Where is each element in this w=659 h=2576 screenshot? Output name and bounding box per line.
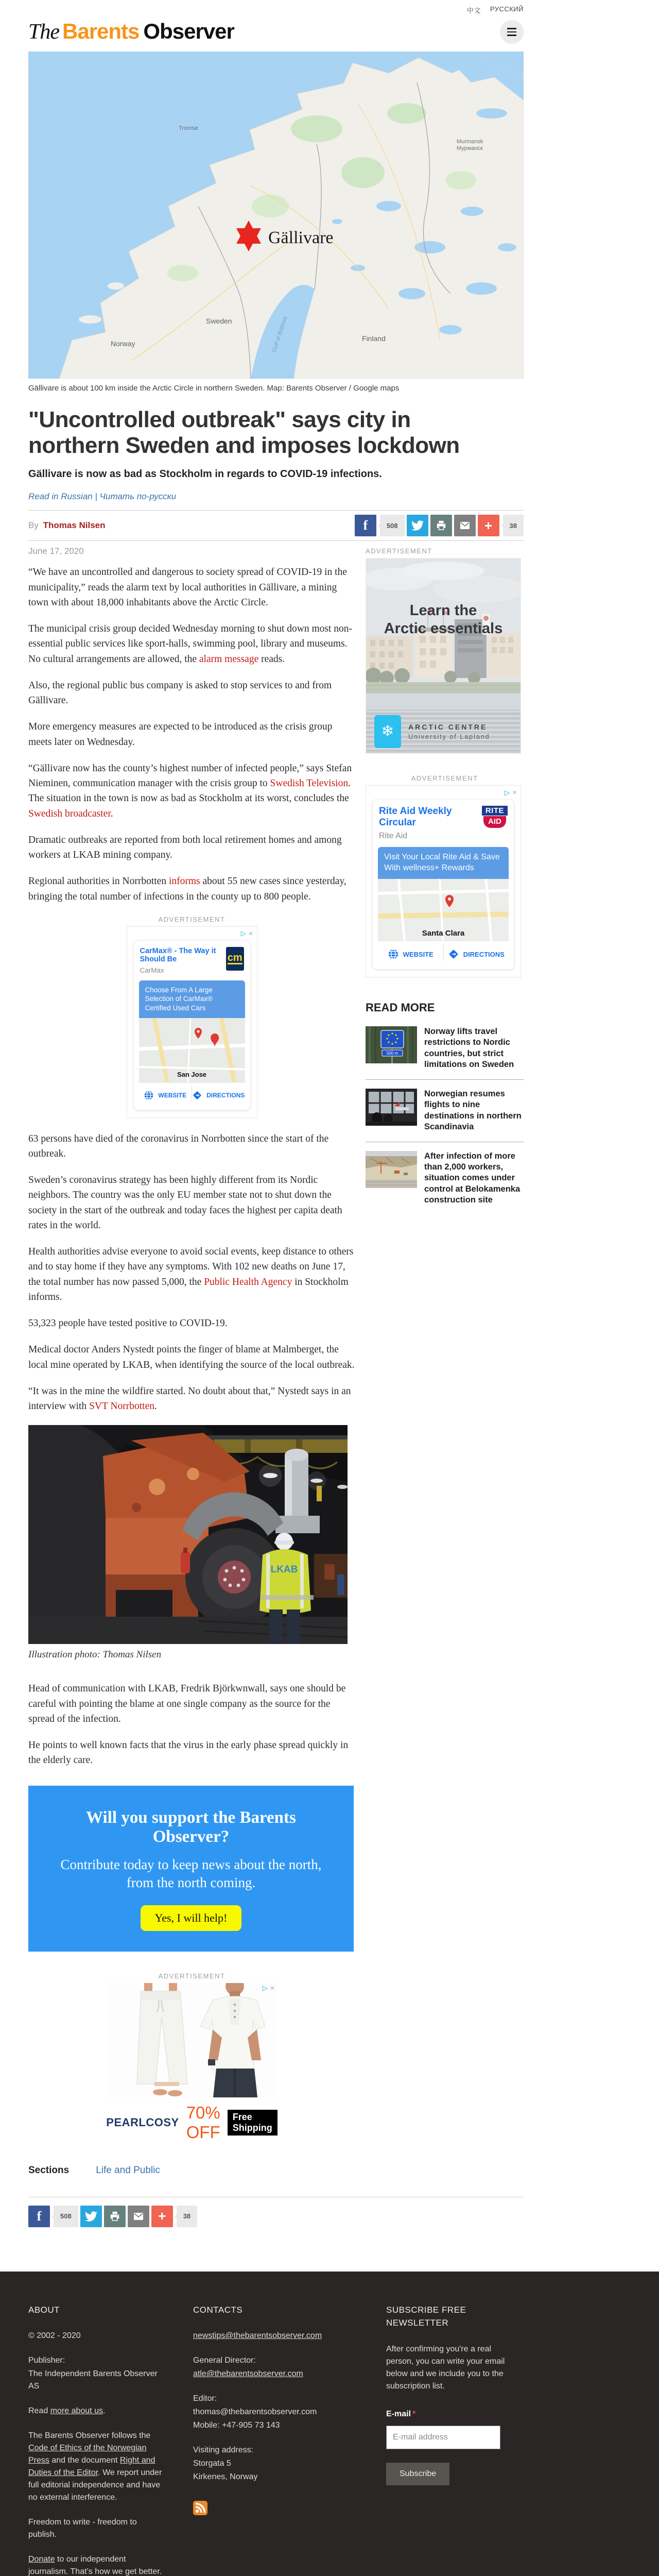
article-paragraph: Head of communication with LKAB, Fredrik Björkwnwall, says one should be careful with pointing the blame at one single company as the source for the spread of the infection. <box>28 1683 346 1724</box>
inline-link[interactable]: Public Health Agency <box>204 1276 292 1287</box>
printer-icon <box>436 520 447 531</box>
riteaid-ad-title[interactable]: Rite Aid Weekly Circular <box>379 806 452 828</box>
twitter-icon <box>85 2210 97 2223</box>
article-paragraph: Also, the regional public bus company is asked to stop services to and from Gällivare. <box>28 680 332 706</box>
envelope-icon <box>459 519 471 532</box>
site-footer <box>0 2272 659 2576</box>
inline-link[interactable]: Swedish Television <box>270 778 349 789</box>
article-paragraph: The municipal crisis group decided Wednesday morning to shut down most non-essential public services like sport-halls, swimming pool, library and museums. No cultural arrangements are allowed, the alarm message reads. <box>28 623 353 665</box>
carmax-advertiser: CarMax <box>140 966 164 974</box>
svg-text:500 m: 500 m <box>386 1051 398 1056</box>
riteaid-directions-button[interactable]: DIRECTIONS <box>444 941 509 963</box>
read-more-title: Norway lifts travel restrictions to Nordic countries, but strict limitations on Sweden <box>424 1027 514 1070</box>
advertisement-label: ADVERTISEMENT <box>158 1972 226 1980</box>
address-line1: Storgata 5 <box>193 2459 231 2468</box>
riteaid-advertiser: Rite Aid <box>379 832 408 841</box>
carmax-buttons <box>139 1082 245 1104</box>
rss-icon <box>193 2501 207 2515</box>
map-label-norway: Norway <box>111 340 135 348</box>
print-button[interactable] <box>430 515 452 536</box>
general-director-label: General Director: <box>193 2356 256 2365</box>
footer-donate: Donate to our independent journalism. That’s how we get better. <box>28 2555 162 2576</box>
read-more-thumb-construction <box>366 1151 417 1188</box>
arctic-ad-headline: Learn the Arctic essentials <box>384 602 503 637</box>
facebook-share-count: 508 <box>54 2206 78 2227</box>
article-paragraph: Sweden’s coronavirus strategy has been highly different from its Nordic neighbors. The country was the only EU member state not to shut down the society in the start of the outbreak and today faces the highest per capita death rates in the world. <box>28 1175 342 1231</box>
facebook-share-button[interactable] <box>28 2206 50 2227</box>
article-paragraphs-3 <box>28 1681 355 1768</box>
site-header <box>28 16 524 44</box>
article-paragraph: 53,323 people have tested positive to COVID-19. <box>28 1318 228 1329</box>
footer-contacts-column <box>193 2303 332 2576</box>
support-button[interactable]: Yes, I will help! <box>141 1905 242 1931</box>
plus-icon: + <box>158 2208 166 2224</box>
sections-label: Sections <box>28 2164 70 2176</box>
pearlcosy-ad-image <box>107 1983 277 2097</box>
read-more-thumb-eu-sign <box>366 1026 417 1063</box>
article-paragraph: Health authorities advise everyone to avoid social events, keep distance to others and to stay home if they have any symptoms. With 102 new deaths on June 17, the total number has now passed 5,000, the Public Health Agency in Stockholm informs. <box>28 1246 354 1302</box>
ad-close-icon[interactable]: × <box>248 929 253 938</box>
carmax-ad[interactable] <box>127 926 257 1118</box>
map-image <box>28 52 524 379</box>
footer-freedom: Freedom to write - freedom to publish. <box>28 2518 137 2539</box>
carmax-map[interactable] <box>139 1018 245 1082</box>
article-paragraph: “We have an uncontrolled and dangerous to society spread of COVID-19 in the municipality,” reads the alarm text by local authorities in Gällivare, a mining town with about 18,000 inhabitants above the Arctic Circle. <box>28 567 347 608</box>
read-more-heading: READ MORE <box>366 1001 435 1014</box>
map-label-tromso: Tromsø <box>179 125 198 131</box>
print-button[interactable] <box>104 2206 126 2227</box>
email-input[interactable] <box>386 2426 500 2449</box>
carmax-ad-title[interactable]: CarMax® - The Way it Should Be <box>140 946 216 963</box>
more-share-count: 38 <box>503 515 524 536</box>
inline-link[interactable]: SVT Norrbotten <box>89 1401 154 1412</box>
article-paragraph: Medical doctor Anders Nystedt points the finger of blame at Malmberget, the local mine operated by LKAB, when identifying the source of the local outbreak. <box>28 1344 355 1370</box>
support-text: Contribute today to keep news about the north, from the north coming. <box>60 1856 322 1890</box>
email-share-button[interactable] <box>454 515 476 536</box>
section-link-life-and-public[interactable]: Life and Public <box>96 2164 160 2176</box>
author-link[interactable]: Thomas Nilsen <box>43 520 106 531</box>
svg-text:Gällivare: Gällivare <box>268 228 334 247</box>
inline-ad-block <box>28 916 355 1118</box>
address-line2: Kirkenes, Norway <box>193 2472 258 2482</box>
riteaid-logo: RITE AID <box>482 806 508 841</box>
logo-barents: Barents <box>62 19 140 43</box>
map-label-sweden: Sweden <box>206 317 232 325</box>
facebook-icon: f <box>363 518 368 533</box>
article-headline: "Uncontrolled outbreak" says city in northern Sweden and imposes lockdown <box>28 407 460 458</box>
mobile-number: Mobile: +47-905 73 143 <box>193 2421 280 2430</box>
read-in-russian-link[interactable]: Read in Russian | Читать по-русски <box>28 492 177 502</box>
mine-photo <box>28 1425 348 1644</box>
inline-link[interactable]: Donate <box>28 2555 55 2564</box>
adchoices-icon[interactable]: ▷ <box>505 788 510 796</box>
scandinavia-map <box>28 52 524 379</box>
map-caption: Gällivare is about 100 km inside the Arctic Circle in northern Sweden. Map: Barents Observer / Google maps <box>28 384 400 393</box>
riteaid-map-label: Santa Clara <box>422 929 465 938</box>
advertisement-label: ADVERTISEMENT <box>366 547 432 555</box>
carmax-card <box>133 940 251 1110</box>
article-paragraph: 63 persons have died of the coronavirus in Norrbotten since the start of the outbreak. <box>28 1133 329 1159</box>
map-label-murmansk-ru: Мурманск <box>457 145 483 151</box>
byline-row <box>28 511 524 540</box>
logo-observer: Observer <box>143 19 234 43</box>
share-buttons-bottom <box>28 2197 524 2227</box>
adchoices-controls <box>241 929 253 938</box>
more-share-button[interactable] <box>478 515 499 536</box>
director-email-link[interactable]: atle@thebarentsobserver.com <box>193 2369 303 2379</box>
arctic-ad-logo-band <box>366 709 521 753</box>
newstips-email-link[interactable]: newstips@thebarentsobserver.com <box>193 2331 322 2341</box>
arctic-ad-photo <box>366 558 521 709</box>
carmax-directions-button[interactable]: DIRECTIONS <box>192 1083 245 1104</box>
lang-russian-link[interactable]: РУССКИЙ <box>490 5 524 13</box>
support-banner <box>28 1786 354 1952</box>
hamburger-icon <box>507 28 516 29</box>
article-paragraphs-2 <box>28 1131 355 1414</box>
twitter-icon <box>411 519 424 532</box>
footer-ethics: The Barents Observer follows the Code of Ethics of the Norwegian Press and the document Right and Duties of the Editor. We report under full editorial independence and have no external interference. <box>28 2431 162 2502</box>
riteaid-banner-text[interactable]: Visit Your Local Rite Aid & Save With wellness+ Rewards <box>378 847 509 879</box>
pearlcosy-offer: 70% OFF <box>186 2103 220 2142</box>
facebook-share-button[interactable] <box>355 515 376 536</box>
inline-link[interactable]: more about us <box>50 2406 103 2416</box>
inline-link[interactable]: informs <box>168 876 200 887</box>
article-paragraph: Dramatic outbreaks are reported from both local retirement homes and among workers at LKAB mining company. <box>28 834 342 861</box>
pearlcosy-ad-text <box>107 2100 277 2147</box>
article-lead: Gällivare is now as bad as Stockholm in regards to COVID-19 infections. <box>28 468 382 480</box>
directions-icon <box>192 1090 202 1100</box>
pearlcosy-ad[interactable] <box>107 1983 277 2147</box>
article-paragraph: “It was in the mine the wildfire started. No doubt about that,” Nystedt says in an interview with SVT Norrbotten. <box>28 1385 351 1412</box>
subscribe-button[interactable]: Subscribe <box>386 2463 449 2485</box>
arctic-centre-name: ARCTIC CENTRE <box>408 722 488 731</box>
advertisement-label: ADVERTISEMENT <box>411 774 478 783</box>
lang-chinese-link[interactable]: 中文 <box>466 7 481 14</box>
photo-caption: Illustration photo: Thomas Nilsen <box>28 1649 162 1660</box>
subscribe-description: After confirming you're a real person, you can write your email below and we include you to the subscription list. <box>386 2344 505 2391</box>
read-more-item-1[interactable] <box>366 1018 524 1080</box>
carmax-banner-text[interactable]: Choose From A Large Selection of CarMax® Certified Used Cars <box>139 980 245 1018</box>
inline-link[interactable]: alarm message <box>199 653 259 665</box>
riteaid-website-button[interactable]: WEBSITE <box>378 941 443 963</box>
facebook-icon: f <box>37 2208 42 2224</box>
map-label-finland: Finland <box>362 334 386 343</box>
read-more-title: After infection of more than 2,000 workers, situation comes under control at Belokamenka construction site <box>424 1151 521 1205</box>
envelope-icon <box>132 2210 145 2223</box>
riteaid-ad[interactable] <box>366 785 521 977</box>
menu-button[interactable] <box>500 20 524 44</box>
pearlcosy-shipping: Free Shipping <box>228 2110 278 2136</box>
footer-contacts-heading: CONTACTS <box>193 2304 243 2315</box>
more-share-count: 38 <box>177 2206 197 2227</box>
footer-publisher-label: Publisher: <box>28 2356 65 2365</box>
ad-close-icon[interactable]: × <box>270 1984 275 1993</box>
more-share-button[interactable] <box>151 2206 173 2227</box>
sidebar <box>366 541 524 1214</box>
adchoices-icon[interactable]: ▷ <box>262 1984 268 1992</box>
twitter-share-button[interactable] <box>80 2206 102 2227</box>
article-paragraph: Regional authorities in Norrbotten informs about 55 new cases since yesterday, bringing the total number of infections in the county up to 800 people. <box>28 876 346 902</box>
footer-about-column <box>28 2303 165 2576</box>
read-more-item-3[interactable] <box>366 1142 524 1215</box>
editor-email-link[interactable]: thomas@thebarentsobserver.com <box>193 2408 317 2417</box>
carmax-website-button[interactable]: WEBSITE <box>139 1083 192 1104</box>
carmax-map-label: San Jose <box>177 1070 207 1078</box>
carmax-logo: cm <box>226 947 244 971</box>
arctic-centre-ad[interactable] <box>366 558 521 754</box>
share-buttons-top <box>353 515 524 536</box>
inline-link[interactable]: Right and Duties of the Editor <box>28 2456 155 2478</box>
plus-icon: + <box>484 517 493 533</box>
ad-close-icon[interactable]: × <box>512 788 517 798</box>
adchoices-icon[interactable]: ▷ <box>240 929 246 938</box>
article-paragraph: “Gällivare now has the county’s highest number of infected people,” says Stefan Nieminen, communication manager with the crisis group to Swedish Television. The situation in the town is now as bad as Stockholm at its worst, concludes the Swedish broadcaster. <box>28 762 352 819</box>
advertisement-label: ADVERTISEMENT <box>158 915 226 923</box>
riteaid-buttons <box>378 941 509 963</box>
sections-row <box>28 2165 355 2176</box>
footer-about-heading: ABOUT <box>28 2304 60 2315</box>
footer-copyright: © 2002 - 2020 <box>28 2331 81 2341</box>
article-paragraphs-1 <box>28 565 355 904</box>
rss-link[interactable] <box>193 2501 207 2519</box>
svg-text:LKAB: LKAB <box>270 1564 298 1575</box>
pearlcosy-brand: PEARLCOSY <box>106 2115 179 2129</box>
facebook-share-count: 508 <box>380 515 405 536</box>
riteaid-map[interactable] <box>378 879 509 941</box>
visiting-address-label: Visiting address: <box>193 2446 254 2455</box>
page-container <box>28 0 524 2258</box>
read-more-title: Norwegian resumes flights to nine destinations in northern Scandinavia <box>424 1089 522 1132</box>
printer-icon <box>109 2211 120 2222</box>
adchoices-controls <box>263 1984 275 1993</box>
article-date: June 17, 2020 <box>28 546 84 556</box>
footer-subscribe-heading: SUBSCRIBE FREE NEWSLETTER <box>386 2304 466 2328</box>
riteaid-card <box>372 799 514 970</box>
inline-link[interactable]: Code of Ethics of the Norwegian Press <box>28 2444 147 2465</box>
article-paragraph: He points to well known facts that the virus in the early phase spread quickly in the elderly care. <box>28 1740 349 1766</box>
adchoices-controls <box>505 788 517 797</box>
arctic-university-name: University of Lapland <box>408 733 490 740</box>
required-asterisk: * <box>412 2409 416 2418</box>
language-bar <box>28 0 524 16</box>
byline <box>28 520 106 531</box>
site-logo[interactable] <box>28 19 234 44</box>
globe-icon <box>144 1090 154 1100</box>
editor-label: Editor: <box>193 2394 217 2403</box>
footer-subscribe-column <box>386 2303 515 2576</box>
footer-publisher: The Independent Barents Observer AS <box>28 2369 158 2391</box>
logo-the: The <box>28 20 59 44</box>
twitter-share-button[interactable] <box>407 515 428 536</box>
globe-icon <box>388 948 399 960</box>
map-label-murmansk-en: Murmansk <box>457 139 483 145</box>
article-body <box>28 541 355 2196</box>
byline-by: By <box>28 520 39 531</box>
directions-icon <box>448 948 459 960</box>
email-share-button[interactable] <box>128 2206 149 2227</box>
read-more-item-2[interactable] <box>366 1080 524 1142</box>
snowflake-icon: ❄ <box>374 715 401 748</box>
email-label: E-mail * <box>386 2409 416 2418</box>
map-label-gulf: Gulf of Bothnia <box>271 315 289 353</box>
inline-link[interactable]: Swedish broadcaster <box>28 808 111 819</box>
read-more-thumb-airport <box>366 1089 417 1126</box>
support-heading: Will you support the Barents Observer? <box>86 1808 296 1846</box>
article-paragraph: More emergency measures are expected to be introduced as the crisis group meets later on Wednesday. <box>28 721 333 748</box>
footer-read-more: Read more about us. <box>28 2406 106 2416</box>
